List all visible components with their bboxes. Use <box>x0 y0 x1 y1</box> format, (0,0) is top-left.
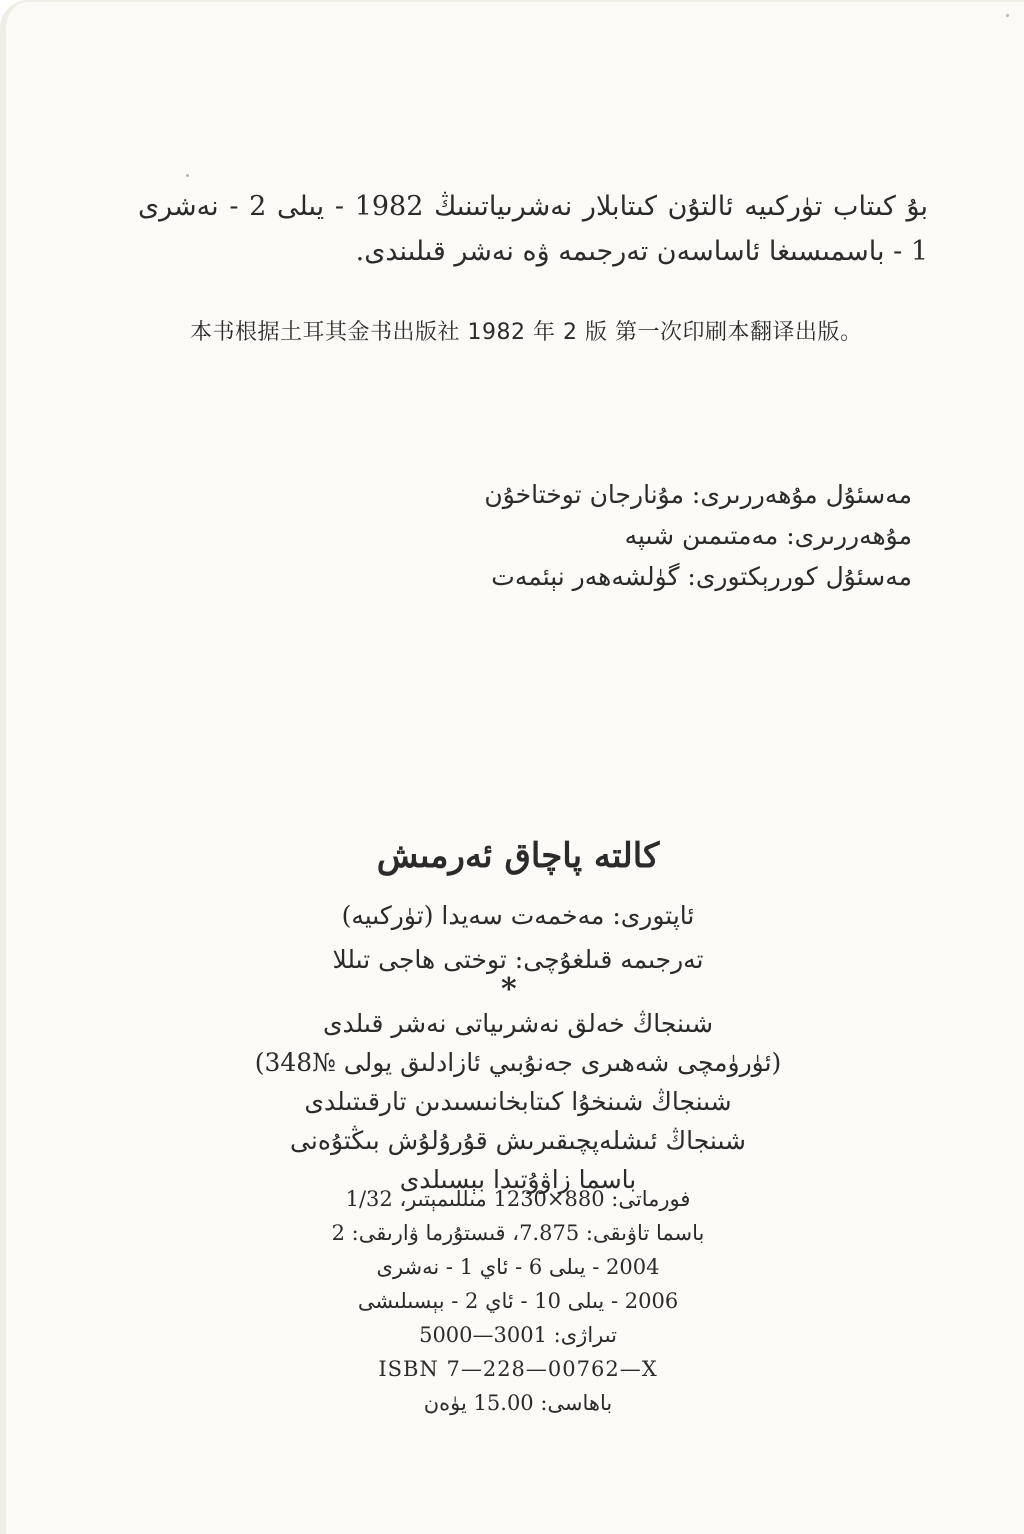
edition-line: 2004 - يىلى 6 - ئاي 1 - نەشرى <box>376 1255 660 1279</box>
publication-note-chinese: 本书根据土耳其金书出版社 1982 年 2 版 第一次印刷本翻译出版。 <box>190 320 863 345</box>
print-sheets-line: باسما تاۋىقى: 7.875، قىستۇرما ۋارىقى: 2 <box>331 1221 705 1245</box>
editor: مۇھەررىرى: مەمتىمىن شىپە <box>624 521 912 550</box>
editors-block <box>484 474 912 597</box>
distributor-line: شىنجاڭ شىنخۇا كىتابخانىسىدىن تارقىتىلدى <box>304 1087 732 1116</box>
print-speck <box>186 174 189 177</box>
publisher-address: (ئۈرۈمچى شەھىرى جەنۇبىي ئازادلىق يولى №348) <box>254 1048 782 1077</box>
publisher-block <box>6 1004 1024 1199</box>
price-line: باھاسى: 15.00 يۈەن <box>423 1391 613 1415</box>
book-title: كالتە پاچاق ئەرمىش <box>376 836 660 876</box>
format-line: فورماتى: 880×1230 مىللىمېتىر، 1/32 <box>345 1187 691 1211</box>
print-speck <box>1006 14 1009 17</box>
publisher-line: شىنجاڭ خەلق نەشرىياتى نەشر قىلدى <box>322 1009 714 1038</box>
responsible-editor: مەسئۇل مۇھەررىرى: مۇنارجان توختاخۇن <box>484 480 912 509</box>
translator-line: تەرجىمە قىلغۇچى: توختى ھاجى تىللا <box>332 945 704 974</box>
printing-line: 2006 - يىلى 10 - ئاي 2 - بېسىلىشى <box>357 1289 679 1313</box>
publication-note: بۇ كىتاب تۈركىيە ئالتۇن كىتابلار نەشرىياتىنىڭ 1982 - يىلى 2 - نەشرى 1 - باسمىسىغا ئاساسەن تەرجىمە ۋە نەشر قىلىندى. <box>138 191 929 267</box>
printer-line: شىنجاڭ ئىشلەپچىقىرىش قۇرۇلۇش بىڭتۇەنى <box>290 1126 746 1155</box>
separator-star: * <box>501 972 517 1007</box>
specs-block <box>6 1182 1024 1420</box>
author-line: ئاپتورى: مەخمەت سەيدا (تۈركىيە) <box>341 901 695 930</box>
proofreader: مەسئۇل كوررېكتورى: گۈلشەھەر نېئمەت <box>491 562 912 591</box>
credits-block <box>6 894 1024 982</box>
print-run-line: تىراژى: 3001—5000 <box>419 1323 617 1347</box>
isbn-line: ISBN 7—228—00762—X <box>378 1357 658 1381</box>
printer-line-2: باسما زاۋۇتىدا بېسىلدى <box>399 1165 637 1194</box>
